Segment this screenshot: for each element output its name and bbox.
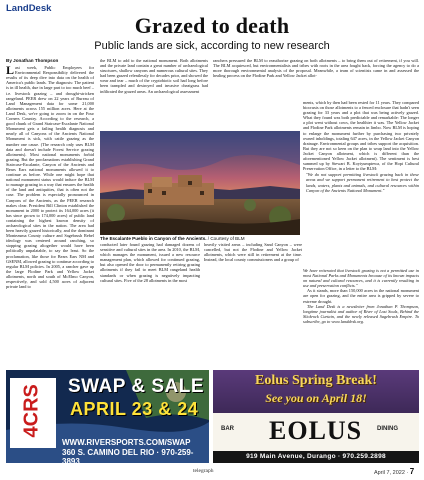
article-column-6 [204, 242, 302, 366]
article-text: conducted later found grazing had damaged dozens of sensitive and cultural sites in the area. In 2010, the BLM, which manages the monument, issued a new resource management plan, which allowed for continued grazing, but also opened the door to permanently retiring grazing allotments if they fail to meet BLM rangeland health standards or when grazing is negatively impacting cultural sites. Five of the 28 allotments in the most [100, 242, 200, 283]
caption-title: The Escalante Pueblo in Canyon of the Ancients. [100, 236, 207, 241]
escalante-pueblo-photo [100, 131, 300, 235]
ad-eolus-address: 919 Main Avenue, Durango · 970.259.2898 [246, 453, 386, 460]
ad-eolus-dining-label: DINING [377, 426, 398, 432]
caption-credit: / Courtesy of BLM [206, 236, 245, 241]
article-text: ranchers pressured the BLM to reauthorize grazing on both allotments – to bring them out of retirement, if you will. The BLM acquiesced, but environmentalists and tribes with roots in the area fought back, forcing the agency to do a more thorough environmental analysis of the proposal. Meanwhile, a team of scientists came in and assessed the healing process on the Flodine Park and Yellow Jacket allot- [213, 58, 419, 79]
byline: By Jonathan Thompson [6, 58, 59, 63]
ad-swap-address: 360 S. CAMINO DEL RIO · 970-259-3893 [62, 448, 194, 463]
eolus-logo: EOLUS [269, 416, 363, 445]
4crs-logo: 4CRS [10, 378, 56, 448]
section-tag: LandDesk [6, 3, 52, 14]
article-column-5 [100, 242, 200, 366]
subhead: Public lands are sick, according to new research [94, 40, 330, 52]
article-column-7 [303, 268, 419, 366]
issue-date: April 7, 2022 · 7 [374, 467, 415, 476]
article-text: ast week, Public Employees for Environmental Responsibility delivered the results of its deep dive into data on the health of America's public lands. The diagnosis: The patient is in ill health, due in large part to too much beef – i.e. livestock grazing – and drought-stricken rangeland. PEER drew on 22 years of Bureau of Land Management data for some 21,000 allotments across 155 million acres. Here at the Land Desk, we're going to zoom in on the Four Corners Country. According to the research, a good chunk of Grand Staircase-Escalante National Monument gets a failing health diagnosis and nearly all of Canyons of the Ancients National Monument is sick, with cattle grazing as the number one cause. (The research only uses BLM data and doesn't include Forest Service grazing allotments). Most national monuments forbid grazing. But the proclamations establishing Grand Staircase-Escalante, Canyon of the Ancients and Bears Ears national monuments allowed it to continue as before. While one might hope that national monument status would induce the BLM to manage grazing in a way that ensures the health of the land and antiquities, that is often not the case. The problem is especially pronounced in Canyons of the Ancients, as the PEER research makes clear. President Bill Clinton established the monument in 2000 to protect its 164,000 acres (it has since grown to 174,000 acres) of public land containing the highest known density of archaeological sites in the nation. The area had been heavily grazed historically, and the dominant Montezuma County culture and Sagebrush Rebel ideology was centered around ranching, so stopping grazing altogether would have been politically unpalatable, to say the least. So the proclamation, like those for Bears Ears NM and GSENM, allowed grazing to continue according to regular BLM policies. In 2005, a rancher gave up the large Flodine Park and Yellow Jacket allotments, north and south of McElmo Canyon, respectively, and sold 4,500 acres of adjacent private land to [6, 65, 94, 290]
photo-caption [100, 236, 300, 241]
headline: Grazed to death [134, 13, 290, 38]
photo-illustration [100, 131, 300, 235]
author-tagline: The Land Desk is a newsletter from Jonathan P. Thompson, longtime journalist and author of River of Lost Souls, Behind the Slickrock Curtain, and the newly released Sagebrush Empire. To subscribe, go to www.landdesk.org. [303, 303, 419, 324]
ad-eolus-tagline: See you on April 18! [265, 391, 367, 405]
ad-swap-title: SWAP & SALE [68, 376, 205, 397]
swap-sale-ad[interactable] [6, 370, 209, 463]
quote-continued: We have reiterated that livestock grazing is not a permitted use in most National Parks and Monuments because of its known impacts on natural and cultural resources, and it is currently resulting in use and preservation conflicts." [303, 268, 419, 289]
article-column-4 [303, 100, 419, 268]
article-text: heavily visited areas – including Sand Canyon – were cancelled, but not the Flodine and Yellow Jacket allotments, which were still in retirement at the time. Instead, the local county commissioners and a group of [204, 242, 302, 263]
ad-eolus-bar-label: BAR [221, 426, 234, 432]
publication-name: telegraph [193, 468, 214, 474]
article-text: the BLM to add to the national monument. Both allotments and the private land contain a great number of archaeological structures, shallow canyons and numerous cultural sites. They had been grazed relentlessly for decades prior, and showed the wear and tear – much of the cryptobiotic soil had long before been trampled and destroyed and invasive cheatgrass had infiltrated the grazed areas. An archaeological assessment [100, 58, 208, 94]
eolus-ad[interactable] [213, 370, 419, 463]
article-column-3 [213, 58, 419, 100]
article-text: ments, which by then had been rested for 11 years. They compared biocrusts on those allotments to a fenced enclosure that hadn't seen grazing for 33 years and a plot that was being actively grazed. What they found was both predictable and remarkable: The longer a plot went without cows, the healthier it was. The Yellow Jacket and Flodine Park allotments remain in limbo. Now BLM is hoping to enlarge the monument further by purchasing two privately owned inholdings, totaling 647 acres, in the Yellow Jacket Canyon drainage. Environmental groups and tribes support the acquisition. But they are not so keen on the plan to wrap land into the Yellow Jacket Canyon allotment, which is different than the aforementioned Yellow Jacket allotment). The sentiment is best summed up by Stewart B. Koyiyumptewa, of the Hopi Cultural Preservation Office, in a letter to the BLM: [303, 100, 419, 172]
article-column-2 [100, 58, 208, 128]
article-text: As it stands, more than 150,000 acres in the national monument are open for grazing, and the entire area is gripped by severe to extreme drought. [303, 288, 419, 304]
pull-quote: "We do not support permitting livestock grazing back in these areas and we support permanent retirement to best protect the lands, waters, plants and animals, and cultural resources within Canyon of the Ancients National Monument." [306, 172, 419, 193]
ad-swap-dates: APRIL 23 & 24 [70, 399, 199, 419]
article-column-1 [6, 58, 94, 366]
drop-cap: L [6, 63, 15, 78]
ad-eolus-title: Eolus Spring Break! [255, 373, 377, 388]
ad-swap-url[interactable]: WWW.RIVERSPORTS.COM/SWAP [62, 438, 191, 447]
page-number: 7 [409, 467, 415, 476]
